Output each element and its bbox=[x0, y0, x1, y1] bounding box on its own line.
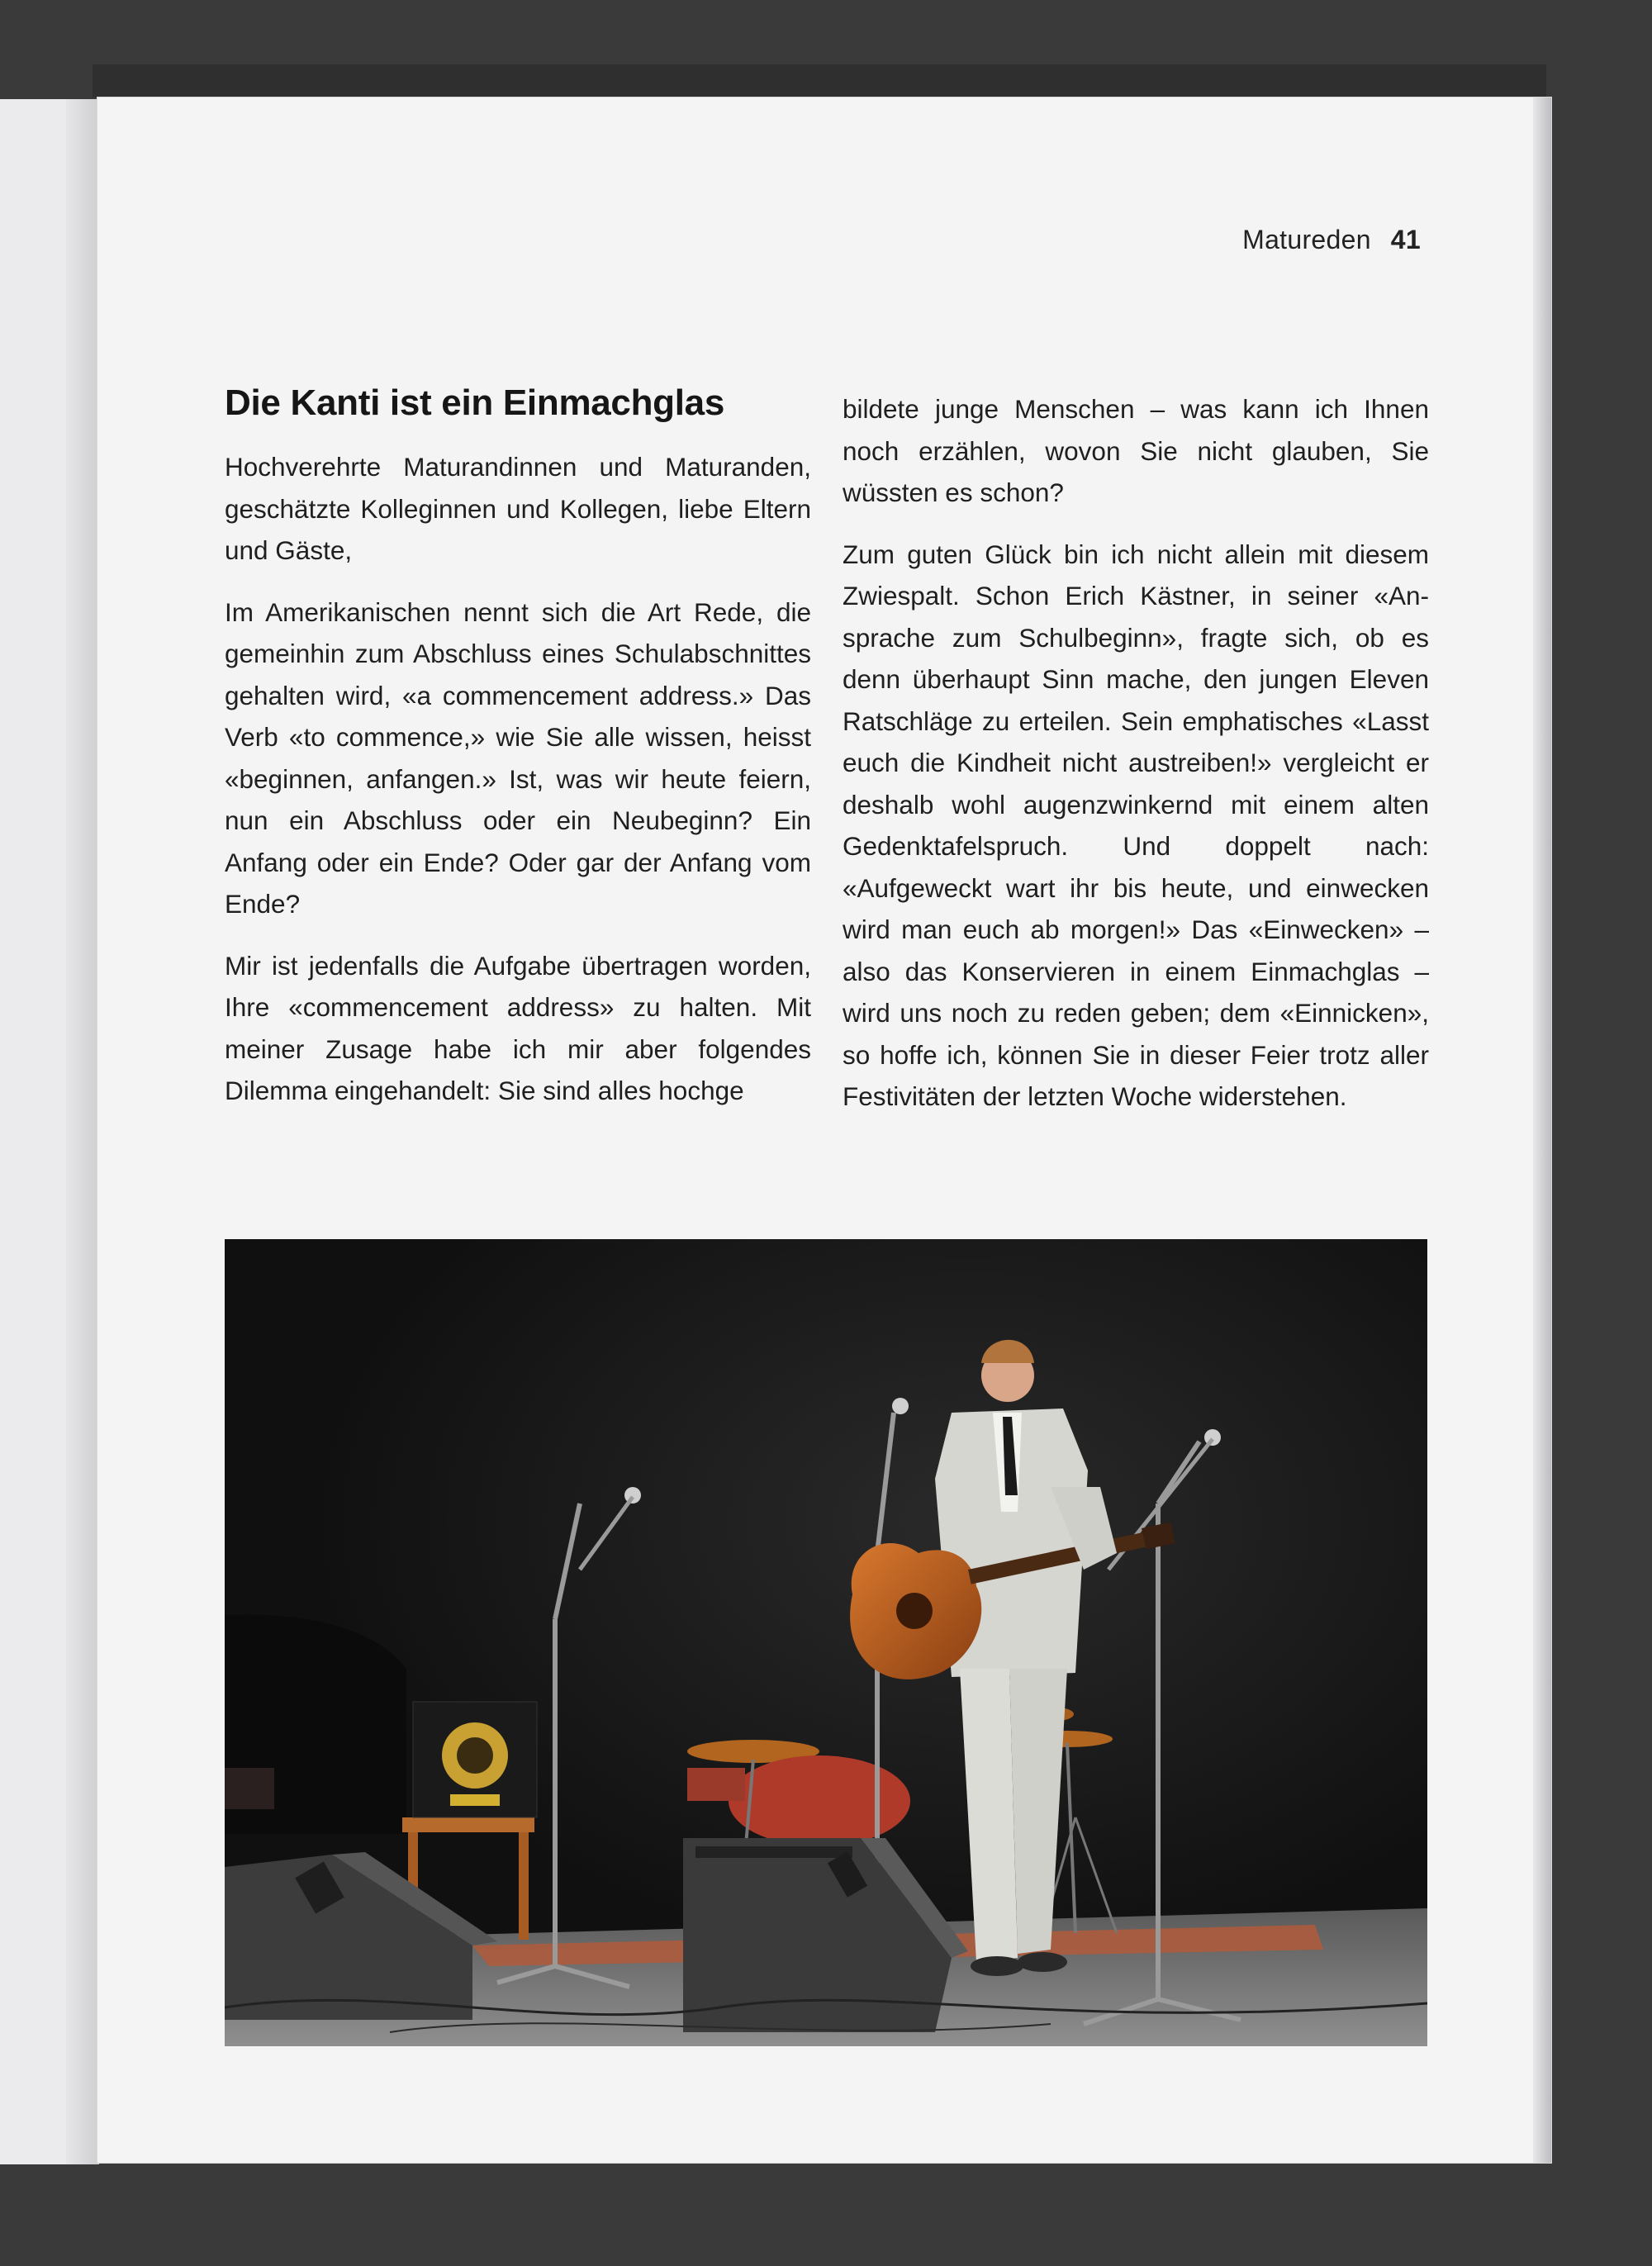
paragraph: Zum guten Glück bin ich nicht allein mit diesem Zwiespalt. Schon Erich Kästner, in seiner «Ansprache zum Schulbeginn», fragte sich, ob es denn überhaupt Sinn mache, den jungen Eleven Ratschläge zu erteilen. Sein emphatisches «Lasst euch die Kindheit nicht austreiben!» vergleicht er deshalb wohl augenzwinkernd mit einem alten Gedenktafelspruch. Und doppelt nach: «Aufgeweckt wart ihr bis heute, und einwecken wird man euch ab morgen!» Das «Einwecken» – also das Konservieren in einem Einmachglas – wird uns noch zu reden geben; dem «Einnicken», so hoffe ich, können Sie in dieser Feier trotz aller Festivitäten der letzten Woche widerstehen. bbox=[843, 539, 1429, 1111]
header-section: Matureden bbox=[1242, 225, 1371, 254]
paragraph: Mir ist jedenfalls die Aufgabe übertragen worden, Ihre «commencement address» zu halten. Mit meiner Zusage habe ich mir aber folgendes Dilemma eingehandelt: Sie sind alles hochge bbox=[225, 950, 811, 1105]
stool-top bbox=[402, 1817, 534, 1832]
scan-background bbox=[93, 64, 1546, 97]
running-header bbox=[1242, 225, 1421, 255]
text-column-right bbox=[843, 388, 1429, 1118]
text-column-left bbox=[225, 380, 811, 1112]
stage-photo bbox=[225, 1239, 1427, 2046]
page-edge-shadow bbox=[1533, 97, 1551, 2163]
paragraph: bildete junge Menschen – was kann ich Ihnen noch erzählen, wovon Sie nicht glauben, Sie wüssten es schon? bbox=[843, 394, 1429, 507]
bass-drum bbox=[729, 1755, 910, 1846]
page-number: 41 bbox=[1390, 225, 1421, 254]
paragraph: Hochverehrte Maturandinnen und Maturanden, geschätzte Kolleginnen und Kollegen, liebe Eltern und Gäste, bbox=[225, 452, 811, 565]
paragraph: Im Amerikanischen nennt sich die Art Rede, die gemeinhin zum Abschluss eines Schulabschnittes gehalten wird, «a commencement address.» Das Verb «to commence,» wie Sie alle wissen, heisst «beginnen, anfangen.» Ist, was wir heute feiern, nun ein Abschluss oder ein Neubeginn? Ein Anfang oder ein Ende? Oder gar der Anfang vom Ende? bbox=[225, 596, 811, 919]
book-gutter bbox=[66, 99, 99, 2164]
article-title: Die Kanti ist ein Einmachglas bbox=[225, 382, 725, 423]
